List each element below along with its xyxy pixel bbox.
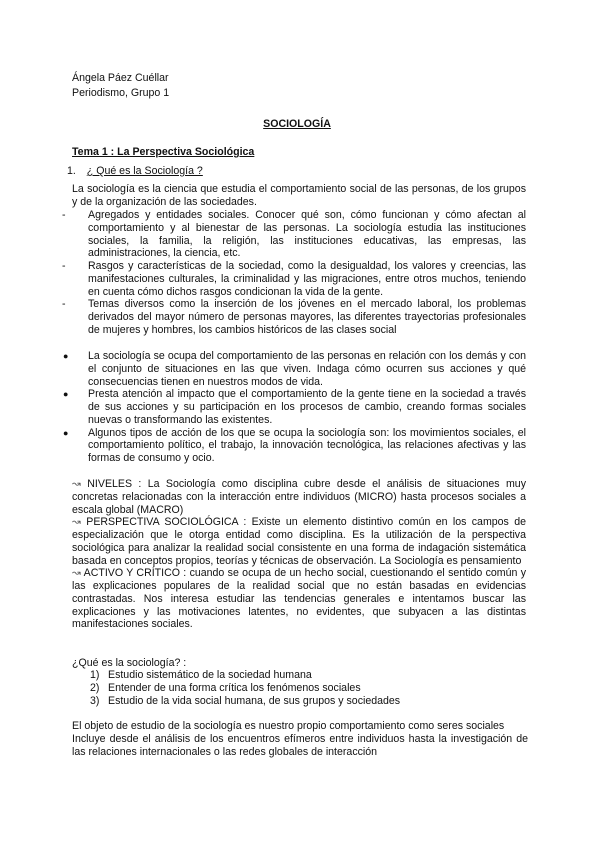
list-item [62,260,526,298]
paragraph-niveles [72,478,526,516]
paragraph-text: ACTIVO Y CRÍTICO : cuando se ocupa de un hecho social, cuestionando el sentido común y las explicaciones populares de la realidad social que no están basadas en evidencias contrastadas. Nos interesa estudiar las tendencias generales e intentamos buscar las explicaciones y las motivaciones latentes, no evidentes, que subyacen a las distintas manifestaciones sociales. [72,567,526,631]
section-title: ¿ Qué es la Sociología ? [86,165,203,177]
number-marker: 1) [90,669,100,681]
list-item-text: La sociología se ocupa del comportamiento de las personas en relación con los demás y con el conjunto de situaciones en las que viven. Indaga cómo ocurren sus acciones y qué consecuencias tienen en nuestros modos de vida. [88,350,526,388]
list-item [62,350,526,388]
list-item [62,427,526,465]
topic-heading: Tema 1 : La Perspectiva Sociológica [72,146,255,158]
paragraph-activo [72,567,526,631]
author-name: Ángela Páez Cuéllar [72,72,169,84]
question-heading: ¿Qué es la sociología? : [72,657,187,669]
bullet-icon: ● [63,389,69,400]
list-item-text: Algunos tipos de acción de los que se ocupa la sociología son: los movimientos sociales, el comportamiento político, el trabajo, la innovación tecnológica, las relaciones afectivas y las formas de consumo y ocio. [88,426,526,464]
numbered-list [90,669,526,707]
list-item-text: Estudio de la vida social humana, de sus grupos y sociedades [108,694,401,707]
squiggle-arrow-icon: ↝ [72,567,81,580]
closing-block [72,720,528,758]
paragraph-perspectiva [72,516,526,567]
bullet-list [62,350,526,465]
squiggle-arrow-icon: ↝ [72,516,81,529]
intro-paragraph: La sociología es la ciencia que estudia el comportamiento social de las personas, de los grupos y de la organización de las sociedades. [72,183,526,208]
number-marker: 3) [90,694,100,707]
document-title: SOCIOLOGÍA [263,118,331,130]
list-item-text: Agregados y entidades sociales. Conocer qué son, cómo funcionan y cómo afectan al comportamiento y al bienestar de las personas. La sociología estudia las instituciones sociales, la familia, la religión, las instituciones educativas, las empresas, las administraciones, la ciencia, etc. [88,209,526,260]
list-item-text: Entender de una forma crítica los fenómenos sociales [108,681,361,694]
course-name: Periodismo, Grupo 1 [72,86,170,99]
author-block [72,72,169,100]
closing-line: El objeto de estudio de la sociología es nuestro propio comportamiento como seres sociales [72,720,505,732]
section-heading [67,165,203,178]
list-item-text: Rasgos y características de la sociedad, como la desigualdad, los valores y creencias, las manifestaciones culturales, la criminalidad y las migraciones, entre otros muchos, teniendo en cuenta cómo dichos rasgos condicionan la vida de la gente. [88,260,526,298]
list-item [62,298,526,336]
list-item-text: Temas diversos como la inserción de los jóvenes en el mercado laboral, los problemas derivados del mayor número de personas mayores, las diferentes trayectorias profesionales de mujeres y hombres, los cambios históricos de las clases social [88,298,526,336]
paragraph-text: PERSPECTIVA SOCIOLÓGICA : Existe un elemento distintivo común en los campos de especialización que le otorga entidad como disciplina. Es la utilización de la perspectiva sociológica para analizar la realidad social consistente en una forma de indagación sistemática basada en conceptos propios, teorías y técnicas de observación. La Sociología es pensamiento [72,516,527,567]
closing-paragraph: Incluye desde el análisis de los encuentros efímeros entre individuos hasta la investigación de las relaciones internacionales o las redes globales de interacción [72,732,528,758]
list-item-text: Estudio sistemático de la sociedad humana [108,669,312,681]
list-item-text: Presta atención al impacto que el comportamiento de la gente tiene en la sociedad a través de sus acciones y su participación en los procesos de cambio, creando formas sociales nuevas o transformando las existentes. [88,388,526,426]
list-item [90,695,526,708]
dash-list [62,209,526,337]
number-marker: 2) [90,681,100,694]
squiggle-arrow-icon: ↝ [72,478,81,490]
paragraph-text: NIVELES : La Sociología como disciplina cubre desde el análisis de situaciones muy concretas relacionadas con la interacción entre individuos (MICRO) hasta procesos sociales a escala global (MACRO) [72,478,526,516]
dash-marker: - [62,298,66,311]
dash-marker: - [62,209,66,221]
bullet-icon: ● [63,427,69,438]
list-item [90,669,526,682]
arrow-paragraphs [72,478,526,631]
list-item [90,682,526,695]
bullet-icon: ● [63,351,69,361]
list-item [62,388,526,426]
section-number: 1. [67,165,76,177]
list-item [62,209,526,260]
dash-marker: - [62,260,66,272]
